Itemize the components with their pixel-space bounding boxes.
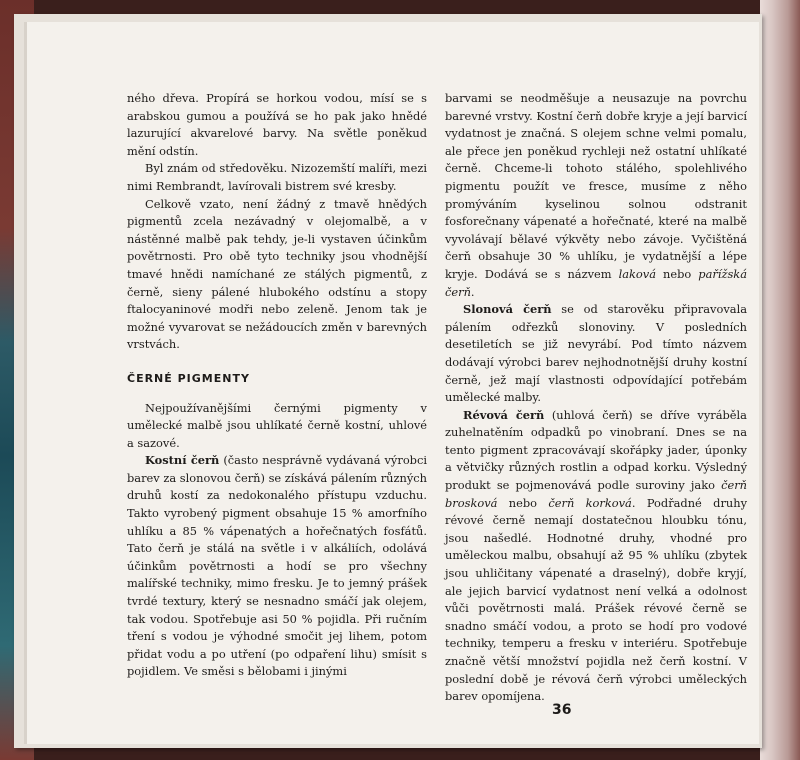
term-bone-black: Kostní čerň (145, 453, 220, 468)
paragraph-text: . (470, 284, 475, 299)
right-text-column (445, 90, 747, 706)
paragraph: Celkově vzato, není žádný z tmavě hnědých pigmentů zcela nezávadný v olejomalbě, a v nástěnné malbě pak tehdy, je-li vystaven účinkům povětrnosti. Pro obě tyto techniky jsou vhodnější tmavé hnědi namíchané ze stálých pigmentů, z černě, sieny pálené hlubokého odstínu a stopy ftalocyaninové modři nebo zeleně. Jenom tak je možné vyvarovat se nežádoucích změn v barevných vrstvách. (127, 196, 427, 352)
paragraph-text: . Podřadné druhy révové černě nemají dostatečnou hloubku tónu, jsou našedlé. Hodnotné druhy, vhodné pro uměleckou malbu, obsahují až 95 % uhlíku (zbytek jsou uhličitany vápenaté a draselný), dobře kryjí, ale jejich barvicí vydatnost není velká a odolnost vůči povětrnosti malá. Prášek révové černě se snadno smáčí vodou, a proto se hodí pro vodové techniky, temperu a fresku v interiéru. Spotřebuje značně větší množství pojidla než čerň kostní. V poslední době je révová čerň výrobci uměleckých barev opomíjena. (445, 495, 748, 704)
italic-term: laková (618, 266, 657, 281)
book-cover-right-edge (760, 0, 800, 760)
paragraph (445, 301, 747, 407)
paragraph: Byl znám od středověku. Nizozemští malíři, mezi nimi Rembrandt, lavírovali bistrem své kresby. (127, 161, 427, 193)
paragraph (445, 407, 747, 706)
book-page (24, 22, 759, 744)
page-number: 36 (552, 702, 572, 718)
paragraph-text: nebo (497, 495, 549, 510)
section-heading: ČERNÉ PIGMENTY (127, 371, 250, 385)
paragraph: Nejpoužívanějšími černými pigmenty v umělecké malbě jsou uhlíkaté černě kostní, uhlové a sazové. (127, 400, 427, 450)
left-text-column (127, 90, 427, 681)
italic-term: pařížská čerň (445, 266, 747, 299)
italic-term: čerň korková (548, 495, 632, 510)
paragraph-text: (uhlová čerň) se dříve vyráběla zuhelnatěním odpadků po vinobraní. Dnes se na tento pigment zpracovávají skořápky jader, úponky a větvičky různých rostlin a odpad korku. Výsledný produkt se pojmenovává podle suroviny jako (445, 407, 747, 493)
paragraph: ného dřeva. Propírá se horkou vodou, mísí se s arabskou gumou a používá se ho pak jako hnědé lazurující akvarelové barvy. Na světle poněkud mění odstín. (127, 91, 427, 158)
paragraph (445, 90, 747, 301)
paragraph-text: nebo (656, 266, 699, 281)
italic-term: čerň brosková (445, 478, 747, 510)
paragraph-text: barvami se neodměšuje a neusazuje na povrchu barevné vrstvy. Kostní čerň dobře kryje a její barvicí vydatnost je značná. S olejem schne velmi pomalu, ale přece jen poněkud rychleji než ostatní uhlíkaté černě. Chceme-li tohoto stálého, spolehlivého pigmentu použít ve fresce, musíme z něho promýváním kyselinou solnou odstranit fosforečnany vápenaté a hořečnaté, které na malbě vyvolávají bělavé výkvěty nebo závoje. Vyčištěná čerň obsahuje 30 % uhlíku, je vydatnější a lépe kryje. Dodává se s názvem (445, 91, 747, 281)
term-vine-black: Révová čerň (463, 407, 545, 422)
paragraph (127, 452, 427, 681)
paragraph-text: se od starověku připravovala pálením odřezků slonoviny. V posledních desetiletích se již nevyrábí. Pod tímto názvem dodávají výrobci barev nejhodnotnější druhy kostní černě, jež mají vlastnosti odpovídající potřebám umělecké malby. (445, 302, 748, 405)
paragraph-text: (často nesprávně vydávaná výrobci barev za slonovou čerň) se získává pálením různých druhů kostí za nedokonalého přístupu vzduchu. Takto vyrobený pigment obsahuje 15 % amorfního uhlíku a 85 % vápenatých a hořečnatých fosfátů. Tato čerň je stálá na světle i v alkáliích, odolává účinkům povětrnosti a hodí se pro všechny malířské techniky, mimo fresku. Je to jemný prášek tvrdé textury, který se nesnadno smáčí jak olejem, tak vodou. Spotřebuje asi 50 % pojidla. Při ručním tření s vodou je výhodné smočit jej lihem, potom přidat vodu a po utření (po odpaření lihu) smísit s pojidlem. Ve směsi s bělobami i jinými (127, 453, 427, 679)
term-ivory-black: Slonová čerň (463, 302, 552, 317)
